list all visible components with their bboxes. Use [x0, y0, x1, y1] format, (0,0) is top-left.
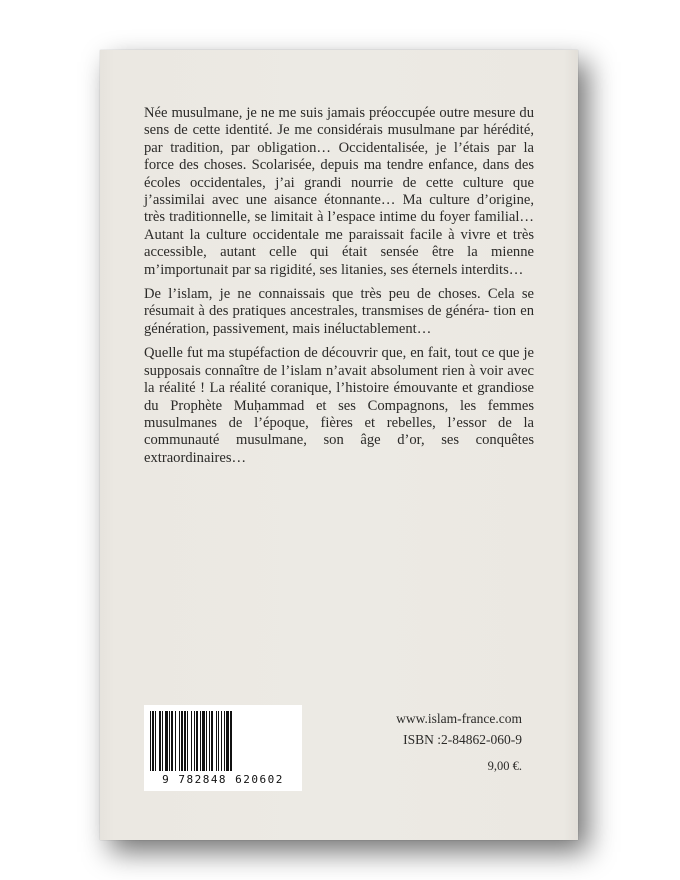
blurb-paragraph-3: Quelle fut ma stupéfaction de découvrir que, en fait, tout ce que je supposais connaître de l’islam n’avait absolument rien à voir avec la réalité ! La réalité coranique, l’histoire émouvante et grandiose du Prophète Muḥammad et ses Compagnons, les femmes musulmanes de l’époque, fières et rebelles, l’essor de la communauté musulmane, son âge d’or, ses conquêtes extraordinaires…: [144, 345, 534, 466]
publisher-info: [396, 710, 522, 779]
blurb-text: [144, 105, 534, 474]
book-back-cover: [100, 50, 578, 840]
barcode-bars: [150, 711, 296, 771]
blurb-paragraph-2: De l’islam, je ne connaissais que très peu de choses. Cela se résumait à des pratiques ancestrales, transmises de généra- tion en génération, passivement, mais inéluctablement…: [144, 286, 534, 337]
website-link[interactable]: www.islam-france.com: [396, 711, 522, 726]
isbn-text: ISBN :2-84862-060-9: [403, 732, 522, 747]
barcode: [144, 705, 302, 791]
price-text: 9,00 €.: [487, 759, 522, 773]
blurb-paragraph-1: Née musulmane, je ne me suis jamais préoccupée outre mesure du sens de cette identité. Je me considérais musulmane par hérédité, par tradition, par obligation… Occidentalisée, je l’étais par la force des choses. Scolarisée, depuis ma tendre enfance, dans des écoles occidentales, j’ai grandi nourrie de cette culture que j’assimilai avec une aisance étonnante… Ma culture d’origine, très traditionnelle, se limitait à l’espace intime du foyer familial… Autant la culture occidentale me paraissait facile à vivre et très accessible, autant celle qui était sensée être la mienne m’importunait par sa rigidité, ses litanies, ses éternels interdits…: [144, 105, 534, 278]
barcode-number: 9 782848 620602: [162, 773, 284, 786]
barcode-bar: [230, 711, 232, 771]
